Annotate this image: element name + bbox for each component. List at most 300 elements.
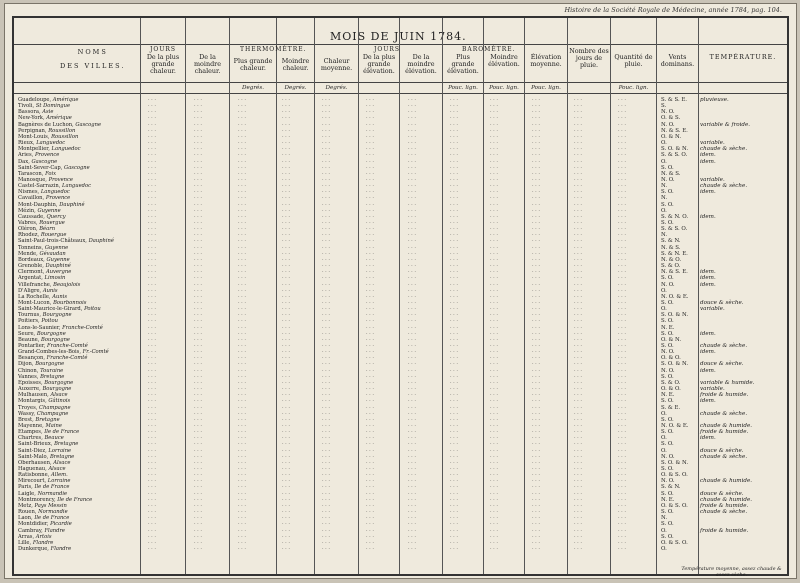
data-cell: · · · bbox=[282, 103, 290, 110]
data-cell: · · · bbox=[574, 238, 582, 245]
data-cell: · · · bbox=[148, 158, 156, 165]
data-cell: · · · bbox=[148, 275, 156, 282]
data-cell: · · · bbox=[574, 509, 582, 516]
data-cell: · · · bbox=[450, 527, 458, 534]
separator: , bbox=[38, 318, 42, 325]
data-cell: · · · bbox=[532, 324, 540, 331]
data-cell: · · · bbox=[408, 115, 416, 122]
city-region: Flandre bbox=[32, 539, 54, 546]
data-cell: · · · bbox=[450, 521, 458, 528]
data-cell: · · · bbox=[618, 367, 626, 374]
data-cell: · · · bbox=[366, 502, 374, 509]
data-cell: · · · bbox=[574, 336, 582, 343]
unit-rule bbox=[14, 93, 787, 94]
data-cell: · · · bbox=[450, 299, 458, 306]
data-cell: · · · bbox=[574, 133, 582, 140]
data-cell: · · · bbox=[282, 275, 290, 282]
data-cell: · · · bbox=[194, 466, 202, 472]
data-cell: · · · bbox=[574, 244, 582, 251]
data-cell: · · · bbox=[194, 373, 202, 380]
data-cell: · · · bbox=[574, 379, 582, 386]
data-cell: · · · bbox=[366, 127, 374, 134]
data-cell: · · · bbox=[408, 459, 416, 466]
data-cell: · · · bbox=[490, 545, 498, 552]
city-label: Oberhausen bbox=[18, 459, 50, 466]
data-cell: · · · bbox=[408, 398, 416, 405]
city-region: Ile de France bbox=[34, 484, 70, 491]
data-cell: · · · bbox=[618, 176, 626, 183]
data-cell: · · · bbox=[574, 533, 582, 540]
data-cell: · · · bbox=[322, 312, 330, 319]
data-cell: · · · bbox=[148, 398, 156, 405]
data-cell: · · · bbox=[282, 447, 290, 454]
data-cell: · · · bbox=[238, 226, 246, 233]
city-region: Amérique bbox=[52, 97, 79, 103]
data-cell: · · · bbox=[194, 349, 202, 356]
city-region: Gascogne bbox=[31, 158, 58, 165]
wind-cell: N. O. bbox=[661, 349, 675, 356]
data-cell: · · · bbox=[490, 176, 498, 183]
data-cell: · · · bbox=[282, 299, 290, 306]
data-cell: · · · bbox=[282, 416, 290, 423]
data-cell: · · · bbox=[282, 472, 290, 479]
data-cell: · · · bbox=[282, 158, 290, 165]
data-cell: · · · bbox=[238, 324, 246, 331]
temperature-cell: idem. bbox=[700, 152, 716, 159]
data-cell: · · · bbox=[322, 176, 330, 183]
data-cell: · · · bbox=[194, 343, 202, 349]
data-cell: · · · bbox=[618, 183, 626, 190]
data-cell: · · · bbox=[450, 183, 458, 190]
data-cell: · · · bbox=[532, 367, 540, 374]
data-cell: · · · bbox=[574, 189, 582, 196]
city-region: Fr.-Comté bbox=[82, 349, 109, 356]
separator: , bbox=[47, 545, 51, 552]
data-cell: · · · bbox=[238, 201, 246, 208]
data-cell: · · · bbox=[238, 232, 246, 239]
data-cell: · · · bbox=[450, 435, 458, 442]
data-cell: · · · bbox=[238, 472, 246, 479]
data-cell: · · · bbox=[238, 103, 246, 110]
temperature-cell: chaude & sèche. bbox=[700, 183, 748, 190]
data-cell: · · · bbox=[238, 293, 246, 300]
wind-cell: N. O. bbox=[661, 453, 675, 460]
data-cell: · · · bbox=[490, 502, 498, 509]
data-cell: · · · bbox=[618, 164, 626, 171]
data-cell: · · · bbox=[366, 367, 374, 374]
temperature-cell: idem. bbox=[700, 189, 716, 196]
data-cell: · · · bbox=[490, 133, 498, 140]
data-cell: · · · bbox=[490, 269, 498, 276]
data-cell: · · · bbox=[322, 336, 330, 343]
data-cell: · · · bbox=[408, 293, 416, 300]
data-cell: · · · bbox=[408, 422, 416, 429]
separator: , bbox=[42, 269, 46, 276]
data-cell: · · · bbox=[574, 226, 582, 233]
data-cell: · · · bbox=[366, 269, 374, 276]
data-cell: · · · bbox=[532, 515, 540, 522]
separator: , bbox=[35, 404, 40, 411]
data-cell: · · · bbox=[366, 189, 374, 196]
data-cell: · · · bbox=[618, 453, 626, 460]
data-cell: · · · bbox=[366, 453, 374, 460]
data-cell: · · · bbox=[282, 287, 290, 294]
data-cell: · · · bbox=[532, 336, 540, 343]
data-cell: · · · bbox=[574, 404, 582, 411]
city-label: Mende bbox=[18, 250, 37, 257]
temperature-cell: idem. bbox=[700, 281, 716, 288]
data-cell: · · · bbox=[618, 201, 626, 208]
data-cell: · · · bbox=[408, 392, 416, 399]
data-cell: · · · bbox=[574, 453, 582, 460]
wind-cell: S. O. bbox=[661, 343, 674, 349]
data-cell: · · · bbox=[366, 466, 374, 472]
data-cell: · · · bbox=[238, 379, 246, 386]
separator: , bbox=[48, 293, 53, 300]
col-moindre-chaleur: Moindre chaleur. bbox=[281, 57, 310, 72]
city-label: Chinon bbox=[18, 367, 37, 374]
wind-cell: S. O. bbox=[661, 318, 674, 325]
data-cell: · · · bbox=[618, 189, 626, 196]
data-cell: · · · bbox=[618, 207, 626, 214]
data-cell: · · · bbox=[490, 97, 498, 103]
data-cell: · · · bbox=[282, 429, 290, 436]
data-cell: · · · bbox=[238, 502, 246, 509]
data-cell: · · · bbox=[532, 355, 540, 362]
city-region: Touraine bbox=[40, 367, 64, 374]
data-cell: · · · bbox=[574, 318, 582, 325]
data-cell: · · · bbox=[490, 330, 498, 337]
temperature-cell: idem. bbox=[700, 349, 716, 356]
city-label: Poitiers bbox=[18, 318, 39, 325]
data-cell: · · · bbox=[618, 466, 626, 472]
data-cell: · · · bbox=[408, 502, 416, 509]
data-cell: · · · bbox=[450, 121, 458, 128]
data-cell: · · · bbox=[322, 373, 330, 380]
data-cell: · · · bbox=[618, 472, 626, 479]
data-cell: · · · bbox=[322, 478, 330, 485]
wind-cell: S. O. bbox=[661, 441, 674, 448]
separator: , bbox=[50, 441, 55, 448]
temperature-cell: douce & sèche. bbox=[700, 299, 744, 306]
wind-cell: S. & N. bbox=[661, 238, 681, 245]
city-label: Manosque bbox=[18, 176, 46, 183]
city-region: Flandre bbox=[50, 545, 72, 552]
data-cell: · · · bbox=[366, 343, 374, 349]
city-region: Lorraine bbox=[47, 478, 71, 485]
data-cell: · · · bbox=[322, 404, 330, 411]
data-cell: · · · bbox=[148, 244, 156, 251]
data-cell: · · · bbox=[618, 379, 626, 386]
data-cell: · · · bbox=[282, 318, 290, 325]
data-cell: · · · bbox=[490, 207, 498, 214]
data-cell: · · · bbox=[322, 146, 330, 153]
group-barometre: BAROMÈTRE. bbox=[462, 46, 516, 53]
data-cell: · · · bbox=[532, 263, 540, 270]
data-cell: · · · bbox=[366, 306, 374, 313]
data-cell: · · · bbox=[450, 490, 458, 497]
city-region: Amérique bbox=[46, 115, 72, 122]
data-cell: · · · bbox=[148, 226, 156, 233]
data-cell: · · · bbox=[408, 343, 416, 349]
data-cell: · · · bbox=[148, 140, 156, 147]
data-cell: · · · bbox=[450, 287, 458, 294]
data-cell: · · · bbox=[366, 201, 374, 208]
city-region: Languedoc bbox=[36, 140, 66, 147]
data-cell: · · · bbox=[282, 539, 290, 546]
city-label: New-York bbox=[18, 115, 43, 122]
wind-cell: O. bbox=[661, 545, 667, 552]
city-label: Saint-Diez bbox=[18, 447, 46, 454]
city-region: Rouergue bbox=[40, 232, 67, 239]
data-cell: · · · bbox=[450, 386, 458, 393]
data-cell: · · · bbox=[322, 398, 330, 405]
wind-cell: S. O. bbox=[661, 490, 674, 497]
data-cell: · · · bbox=[618, 312, 626, 319]
data-cell: · · · bbox=[532, 293, 540, 300]
data-cell: · · · bbox=[490, 152, 498, 159]
data-cell: · · · bbox=[238, 453, 246, 460]
data-cell: · · · bbox=[532, 256, 540, 263]
data-cell: · · · bbox=[532, 386, 540, 393]
data-cell: · · · bbox=[194, 478, 202, 485]
separator: , bbox=[60, 164, 65, 171]
data-cell: · · · bbox=[194, 367, 202, 374]
data-cell: · · · bbox=[282, 453, 290, 460]
data-cell: · · · bbox=[408, 361, 416, 368]
data-cell: · · · bbox=[194, 97, 202, 103]
data-cell: · · · bbox=[490, 398, 498, 405]
data-cell: · · · bbox=[282, 263, 290, 270]
data-cell: · · · bbox=[574, 361, 582, 368]
data-cell: · · · bbox=[574, 115, 582, 122]
data-cell: · · · bbox=[490, 422, 498, 429]
data-cell: · · · bbox=[532, 220, 540, 226]
data-cell: · · · bbox=[408, 226, 416, 233]
city-label: Mont-Dauphin bbox=[18, 201, 56, 208]
data-cell: · · · bbox=[238, 244, 246, 251]
data-cell: · · · bbox=[408, 478, 416, 485]
data-cell: · · · bbox=[282, 502, 290, 509]
city-label: Auxerre bbox=[18, 386, 40, 393]
running-head: Histoire de la Société Royale de Médecine, année 1784, pag. 104. bbox=[564, 6, 782, 14]
data-cell: · · · bbox=[238, 349, 246, 356]
city-region: Bretagne bbox=[54, 441, 79, 448]
data-cell: · · · bbox=[148, 269, 156, 276]
city-label: Montargis bbox=[18, 398, 46, 405]
data-cell: · · · bbox=[238, 539, 246, 546]
data-cell: · · · bbox=[532, 152, 540, 159]
data-cell: · · · bbox=[194, 250, 202, 257]
data-cell: · · · bbox=[282, 220, 290, 226]
data-cell: · · · bbox=[574, 213, 582, 220]
data-cell: · · · bbox=[450, 539, 458, 546]
data-cell: · · · bbox=[574, 306, 582, 313]
separator: , bbox=[42, 115, 47, 122]
temperature-cell: chaude & sèche. bbox=[700, 453, 748, 460]
unit-pouces-lignes: Pouc. lign. bbox=[489, 85, 519, 91]
data-cell: · · · bbox=[408, 324, 416, 331]
data-cell: · · · bbox=[490, 306, 498, 313]
data-cell: · · · bbox=[450, 232, 458, 239]
data-cell: · · · bbox=[618, 213, 626, 220]
data-cell: · · · bbox=[238, 127, 246, 134]
city-region: Bourgogne bbox=[44, 379, 74, 386]
city-label: Bassora bbox=[18, 109, 39, 116]
data-cell: · · · bbox=[366, 472, 374, 479]
city-region: Artois bbox=[35, 533, 52, 540]
data-cell: · · · bbox=[450, 343, 458, 349]
data-cell: · · · bbox=[322, 238, 330, 245]
data-cell: · · · bbox=[322, 447, 330, 454]
data-cell: · · · bbox=[194, 207, 202, 214]
data-cell: · · · bbox=[450, 410, 458, 417]
city-region: Ile de France bbox=[44, 429, 80, 436]
data-cell: · · · bbox=[194, 306, 202, 313]
data-cell: · · · bbox=[618, 435, 626, 442]
data-cell: · · · bbox=[148, 509, 156, 516]
col-temperature: TEMPÉRATURE. bbox=[709, 53, 777, 61]
city-label: Montdidier bbox=[18, 521, 47, 528]
city-region: Normandie bbox=[37, 490, 68, 497]
data-cell: · · · bbox=[408, 521, 416, 528]
data-cell: · · · bbox=[148, 312, 156, 319]
data-cell: · · · bbox=[490, 238, 498, 245]
data-cell: · · · bbox=[408, 250, 416, 257]
data-cell: · · · bbox=[238, 189, 246, 196]
col-elevation-moyenne: Élévation moyenne. bbox=[530, 53, 562, 68]
city-region: Bretagne bbox=[40, 373, 65, 380]
data-cell: · · · bbox=[148, 521, 156, 528]
data-cell: · · · bbox=[574, 502, 582, 509]
city-region: Roussillon bbox=[48, 127, 76, 134]
temperature-cell: variable & froide. bbox=[700, 121, 751, 128]
wind-cell: S. bbox=[661, 103, 667, 110]
wind-cell: S. & S. E. bbox=[661, 97, 688, 103]
data-cell: · · · bbox=[532, 539, 540, 546]
data-cell: · · · bbox=[574, 299, 582, 306]
data-cell: · · · bbox=[282, 152, 290, 159]
data-cell: · · · bbox=[194, 521, 202, 528]
data-cell: · · · bbox=[618, 515, 626, 522]
page-title: MOIS DE JUIN 1784. bbox=[330, 30, 467, 43]
separator: , bbox=[31, 152, 35, 159]
data-cell: · · · bbox=[450, 355, 458, 362]
data-cell: · · · bbox=[322, 484, 330, 491]
city-label: Lons-le-Saunier bbox=[18, 324, 59, 331]
city-region: Bretagne bbox=[35, 416, 60, 423]
city-label: Chartres bbox=[18, 435, 42, 442]
data-cell: · · · bbox=[322, 121, 330, 128]
data-cell: · · · bbox=[408, 312, 416, 319]
data-cell: · · · bbox=[238, 306, 246, 313]
data-cell: · · · bbox=[282, 336, 290, 343]
data-cell: · · · bbox=[282, 379, 290, 386]
data-cell: · · · bbox=[450, 115, 458, 122]
city-region: Franche-Comté bbox=[46, 355, 88, 362]
wind-cell: N. O. bbox=[661, 367, 675, 374]
city-label: Saint-Paul-trois-Châteaux bbox=[18, 238, 86, 245]
wind-cell: S. & N. bbox=[661, 484, 681, 491]
separator: , bbox=[36, 373, 41, 380]
city-region: Maine bbox=[45, 422, 62, 429]
data-cell: · · · bbox=[490, 441, 498, 448]
data-cell: · · · bbox=[574, 250, 582, 257]
data-cell: · · · bbox=[282, 373, 290, 380]
data-cell: · · · bbox=[366, 256, 374, 263]
separator: , bbox=[41, 527, 45, 534]
group-jours-thermo: JOURS bbox=[150, 46, 177, 53]
separator: , bbox=[34, 207, 38, 214]
data-cell: · · · bbox=[238, 429, 246, 436]
data-cell: · · · bbox=[282, 293, 290, 300]
data-cell: · · · bbox=[238, 509, 246, 516]
data-cell: · · · bbox=[238, 545, 246, 552]
data-cell: · · · bbox=[148, 373, 156, 380]
data-cell: · · · bbox=[408, 207, 416, 214]
data-cell: · · · bbox=[194, 256, 202, 263]
data-cell: · · · bbox=[490, 170, 498, 177]
separator: , bbox=[28, 158, 32, 165]
footer-note: Température moyenne, assez chaude & assez sèche. bbox=[681, 566, 782, 578]
data-cell: · · · bbox=[450, 472, 458, 479]
city-region: Bourgogne bbox=[42, 312, 72, 319]
data-cell: · · · bbox=[322, 422, 330, 429]
data-cell: · · · bbox=[574, 164, 582, 171]
data-cell: · · · bbox=[366, 207, 374, 214]
data-cell: · · · bbox=[282, 490, 290, 497]
separator: , bbox=[41, 170, 46, 177]
separator: , bbox=[49, 299, 54, 306]
data-cell: · · · bbox=[282, 545, 290, 552]
data-cell: · · · bbox=[282, 238, 290, 245]
data-cell: · · · bbox=[490, 275, 498, 282]
data-cell: · · · bbox=[238, 97, 246, 103]
data-cell: · · · bbox=[574, 121, 582, 128]
data-cell: · · · bbox=[450, 416, 458, 423]
city-region: Dauphiné bbox=[59, 201, 85, 208]
data-cell: · · · bbox=[194, 269, 202, 276]
data-cell: · · · bbox=[574, 386, 582, 393]
data-cell: · · · bbox=[532, 250, 540, 257]
data-cell: · · · bbox=[490, 226, 498, 233]
data-cell: · · · bbox=[618, 373, 626, 380]
data-cell: · · · bbox=[366, 195, 374, 202]
data-cell: · · · bbox=[238, 287, 246, 294]
data-cell: · · · bbox=[408, 299, 416, 306]
col-vents-dominans: Vents dominans. bbox=[660, 53, 695, 68]
data-cell: · · · bbox=[366, 435, 374, 442]
data-cell: · · · bbox=[574, 152, 582, 159]
data-cell: · · · bbox=[366, 386, 374, 393]
data-cell: · · · bbox=[194, 133, 202, 140]
separator: , bbox=[47, 472, 52, 479]
data-cell: · · · bbox=[148, 232, 156, 239]
city-label: Tonneins bbox=[18, 244, 42, 251]
data-cell: · · · bbox=[366, 447, 374, 454]
data-cell: · · · bbox=[282, 398, 290, 405]
data-cell: · · · bbox=[238, 330, 246, 337]
wind-cell: O. bbox=[661, 140, 667, 147]
data-cell: · · · bbox=[148, 435, 156, 442]
temperature-cell: idem. bbox=[700, 269, 716, 276]
city-label: Saint-Sever-Cap bbox=[18, 164, 61, 171]
data-cell: · · · bbox=[574, 109, 582, 116]
data-cell: · · · bbox=[532, 269, 540, 276]
separator: , bbox=[36, 250, 40, 257]
city-region: Bourgogne bbox=[36, 330, 66, 337]
separator: , bbox=[53, 496, 58, 503]
